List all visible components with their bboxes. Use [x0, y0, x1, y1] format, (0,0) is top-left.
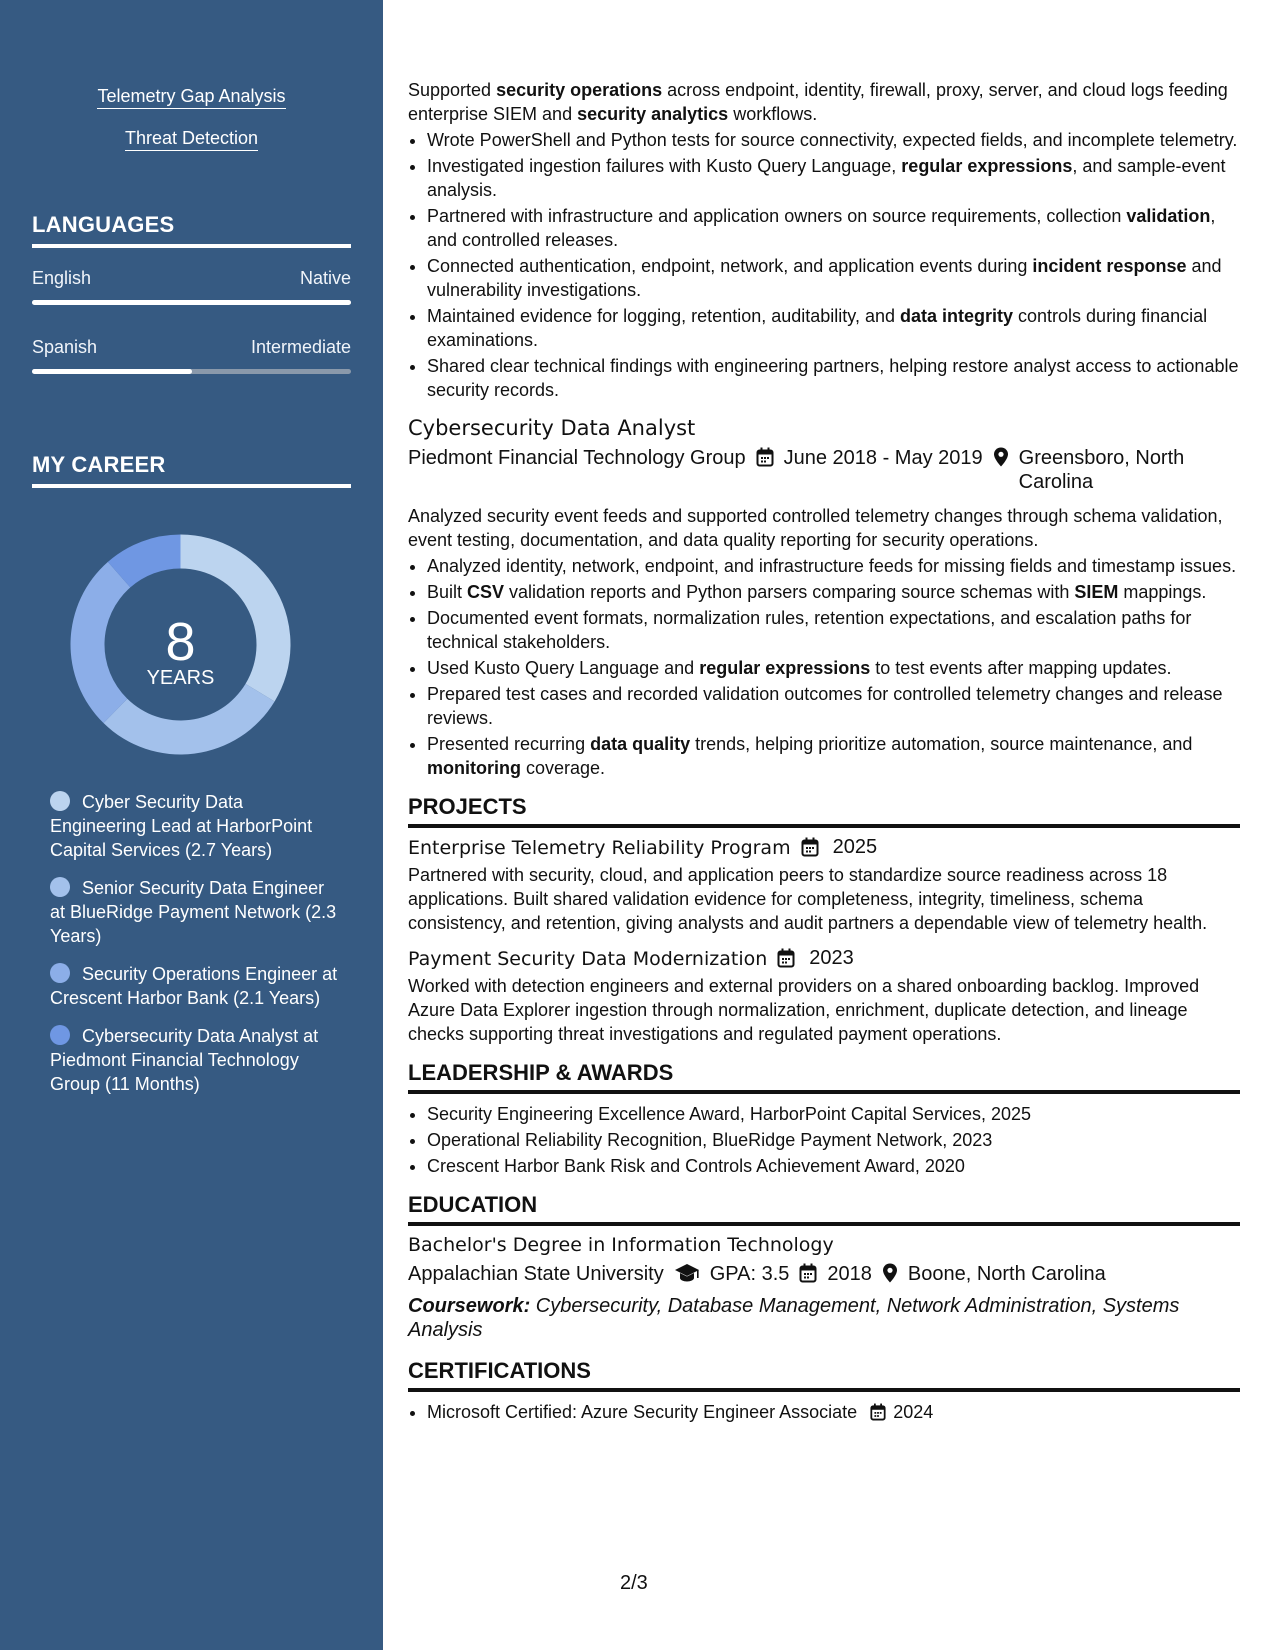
emphasis-text: SIEM	[1074, 582, 1119, 602]
map-pin-icon	[882, 1262, 898, 1286]
career-legend	[50, 790, 340, 1110]
language-name: Spanish	[32, 337, 98, 357]
job-bullets	[408, 554, 1240, 780]
language-bar-fill	[32, 369, 192, 374]
job-location: Greensboro, North Carolina	[1018, 447, 1185, 493]
emphasis-text: CSV	[467, 582, 505, 602]
project-title-row	[408, 947, 1240, 970]
calendar-icon	[870, 1400, 886, 1424]
legend-label: Security Operations Engineer at Crescent Harbor Bank (2.1 Years)	[50, 964, 338, 1008]
calendar-icon	[777, 948, 795, 970]
bullet-item: • Shared clear technical findings with engineering partners, helping restore analyst access to actionable security records.	[427, 354, 1240, 402]
gpa: GPA: 3.5	[709, 1263, 790, 1285]
award-item: • Crescent Harbor Bank Risk and Controls Achievement Award, 2020	[427, 1154, 1240, 1178]
donut-segment-2	[103, 684, 274, 755]
career-legend-item	[50, 790, 340, 862]
education-meta	[408, 1262, 1240, 1286]
coursework-list: Cybersecurity, Database Management, Network Administration, Systems Analysis	[408, 1295, 1180, 1341]
education-heading: EDUCATION	[408, 1192, 1240, 1226]
calendar-icon	[756, 446, 774, 494]
degree-title: Bachelor's Degree in Information Technology	[408, 1234, 834, 1256]
map-pin-icon	[993, 446, 1009, 494]
emphasis-text: monitoring	[427, 758, 521, 778]
bullet-item: • Presented recurring data quality trends, helping prioritize automation, source maintenance, and monitoring coverage.	[427, 732, 1240, 780]
graduation-cap-icon	[674, 1262, 700, 1286]
donut-segment-3	[70, 562, 130, 723]
language-name: English	[32, 268, 92, 288]
awards-heading: LEADERSHIP & AWARDS	[408, 1060, 1240, 1094]
emphasis-text: security analytics	[577, 104, 729, 124]
language-row-english	[32, 268, 351, 289]
graduation-year: 2018	[827, 1263, 872, 1285]
legend-dot	[50, 1025, 70, 1045]
project-description: Worked with detection engineers and external providers on a shared onboarding backlog. Improved Azure Data Explorer ingestion through normalization, enrichment, duplicate detection, and lineage checks supporting threat investigations and regulated payment operations.	[408, 976, 1200, 1044]
career-legend-item	[50, 962, 340, 1010]
calendar-icon	[801, 837, 819, 859]
bullet-item: • Investigated ingestion failures with Kusto Query Language, regular expressions, and sample-event analysis.	[427, 154, 1240, 202]
legend-dot	[50, 877, 70, 897]
skill-links	[0, 86, 383, 170]
bullet-item: • Documented event formats, normalization rules, retention expectations, and escalation paths for technical stakeholders.	[427, 606, 1240, 654]
career-legend-item	[50, 876, 340, 948]
language-level: Native	[299, 268, 351, 288]
bullet-item: • Connected authentication, endpoint, network, and application events during incident response and vulnerability investigations.	[427, 254, 1240, 302]
awards-list	[408, 1102, 1240, 1178]
job-bullets	[408, 128, 1240, 402]
project-title-row	[408, 836, 1240, 859]
emphasis-text: data integrity	[899, 306, 1014, 326]
certification-name: Microsoft Certified: Azure Security Engineer Associate	[427, 1402, 858, 1422]
emphasis-text: regular expressions	[699, 658, 871, 678]
job-meta	[408, 446, 1240, 494]
project-year: 2023	[809, 947, 854, 969]
legend-dot	[50, 791, 70, 811]
job-dates: June 2018 - May 2019	[783, 447, 983, 469]
language-row-spanish	[32, 337, 351, 358]
bullet-item: • Analyzed identity, network, endpoint, and infrastructure feeds for missing fields and timestamp issues.	[427, 554, 1240, 578]
school-location: Boone, North Carolina	[907, 1263, 1106, 1285]
emphasis-text: security operations	[496, 80, 663, 100]
skill-link-telemetry-gap-analysis[interactable]: Telemetry Gap Analysis	[97, 86, 285, 109]
project-description: Partnered with security, cloud, and application peers to standardize source readiness across 18 applications. Built shared validation evidence for completeness, integrity, timeliness, schema consistency, and retention, giving analysts and audit partners a dependable view of telemetry health.	[408, 865, 1208, 933]
language-bar-english	[32, 300, 351, 305]
language-level: Intermediate	[250, 337, 351, 357]
award-item: • Security Engineering Excellence Award, HarborPoint Capital Services, 2025	[427, 1102, 1240, 1126]
language-bar-spanish	[32, 369, 351, 374]
language-bar-fill	[32, 300, 351, 305]
certification-year: 2024	[893, 1402, 934, 1422]
project-title: Enterprise Telemetry Reliability Program	[408, 836, 791, 859]
legend-label: Cybersecurity Data Analyst at Piedmont Financial Technology Group (11 Months)	[50, 1026, 319, 1094]
job-summary: Supported security operations across endpoint, identity, firewall, proxy, server, and cloud logs feeding enterprise SIEM and security analytics workflows.	[408, 80, 1228, 124]
calendar-icon	[799, 1262, 817, 1286]
bullet-item: • Wrote PowerShell and Python tests for source connectivity, expected fields, and incomplete telemetry.	[427, 128, 1240, 152]
job-summary: Analyzed security event feeds and supported controlled telemetry changes through schema validation, event testing, documentation, and data quality reporting for security operations.	[408, 506, 1223, 550]
certification-item	[427, 1400, 1240, 1424]
certifications-heading: CERTIFICATIONS	[408, 1358, 1240, 1392]
project-year: 2025	[832, 836, 878, 858]
bullet-item: • Used Kusto Query Language and regular expressions to test events after mapping updates.	[427, 656, 1240, 680]
award-item: • Operational Reliability Recognition, BlueRidge Payment Network, 2023	[427, 1128, 1240, 1152]
bullet-item: • Built CSV validation reports and Python parsers comparing source schemas with SIEM mappings.	[427, 580, 1240, 604]
coursework-label: Coursework:	[408, 1295, 531, 1317]
job-title: Cybersecurity Data Analyst	[408, 416, 696, 440]
career-total-number: 8	[165, 612, 196, 672]
bullet-item: • Prepared test cases and recorded validation outcomes for controlled telemetry changes and release reviews.	[427, 682, 1240, 730]
career-total-unit: YEARS	[146, 667, 215, 689]
project-title: Payment Security Data Modernization	[408, 947, 768, 970]
bullet-item: • Maintained evidence for logging, retention, auditability, and data integrity controls during financial examinations.	[427, 304, 1240, 352]
career-donut-chart	[63, 527, 298, 762]
legend-dot	[50, 963, 70, 983]
emphasis-text: data quality	[590, 734, 691, 754]
main-content	[408, 78, 1240, 1426]
legend-label: Cyber Security Data Engineering Lead at HarborPoint Capital Services (2.7 Years)	[50, 792, 313, 860]
skill-link-threat-detection[interactable]: Threat Detection	[125, 128, 258, 151]
job-company: Piedmont Financial Technology Group	[408, 447, 746, 469]
bullet-item: • Partnered with infrastructure and application owners on source requirements, collection validation, and controlled releases.	[427, 204, 1240, 252]
projects-heading: PROJECTS	[408, 794, 1240, 828]
emphasis-text: validation	[1126, 206, 1211, 226]
emphasis-text: incident response	[1032, 256, 1187, 276]
coursework	[408, 1294, 1240, 1342]
career-legend-item	[50, 1024, 340, 1096]
career-heading: MY CAREER	[32, 452, 351, 488]
certifications-list	[408, 1400, 1240, 1424]
sidebar	[0, 0, 383, 1650]
page-number: 2/3	[620, 1572, 648, 1594]
languages-heading: LANGUAGES	[32, 212, 351, 248]
legend-label: Senior Security Data Engineer at BlueRidge Payment Network (2.3 Years)	[50, 878, 337, 946]
emphasis-text: regular expressions	[901, 156, 1073, 176]
school-name: Appalachian State University	[408, 1263, 664, 1285]
